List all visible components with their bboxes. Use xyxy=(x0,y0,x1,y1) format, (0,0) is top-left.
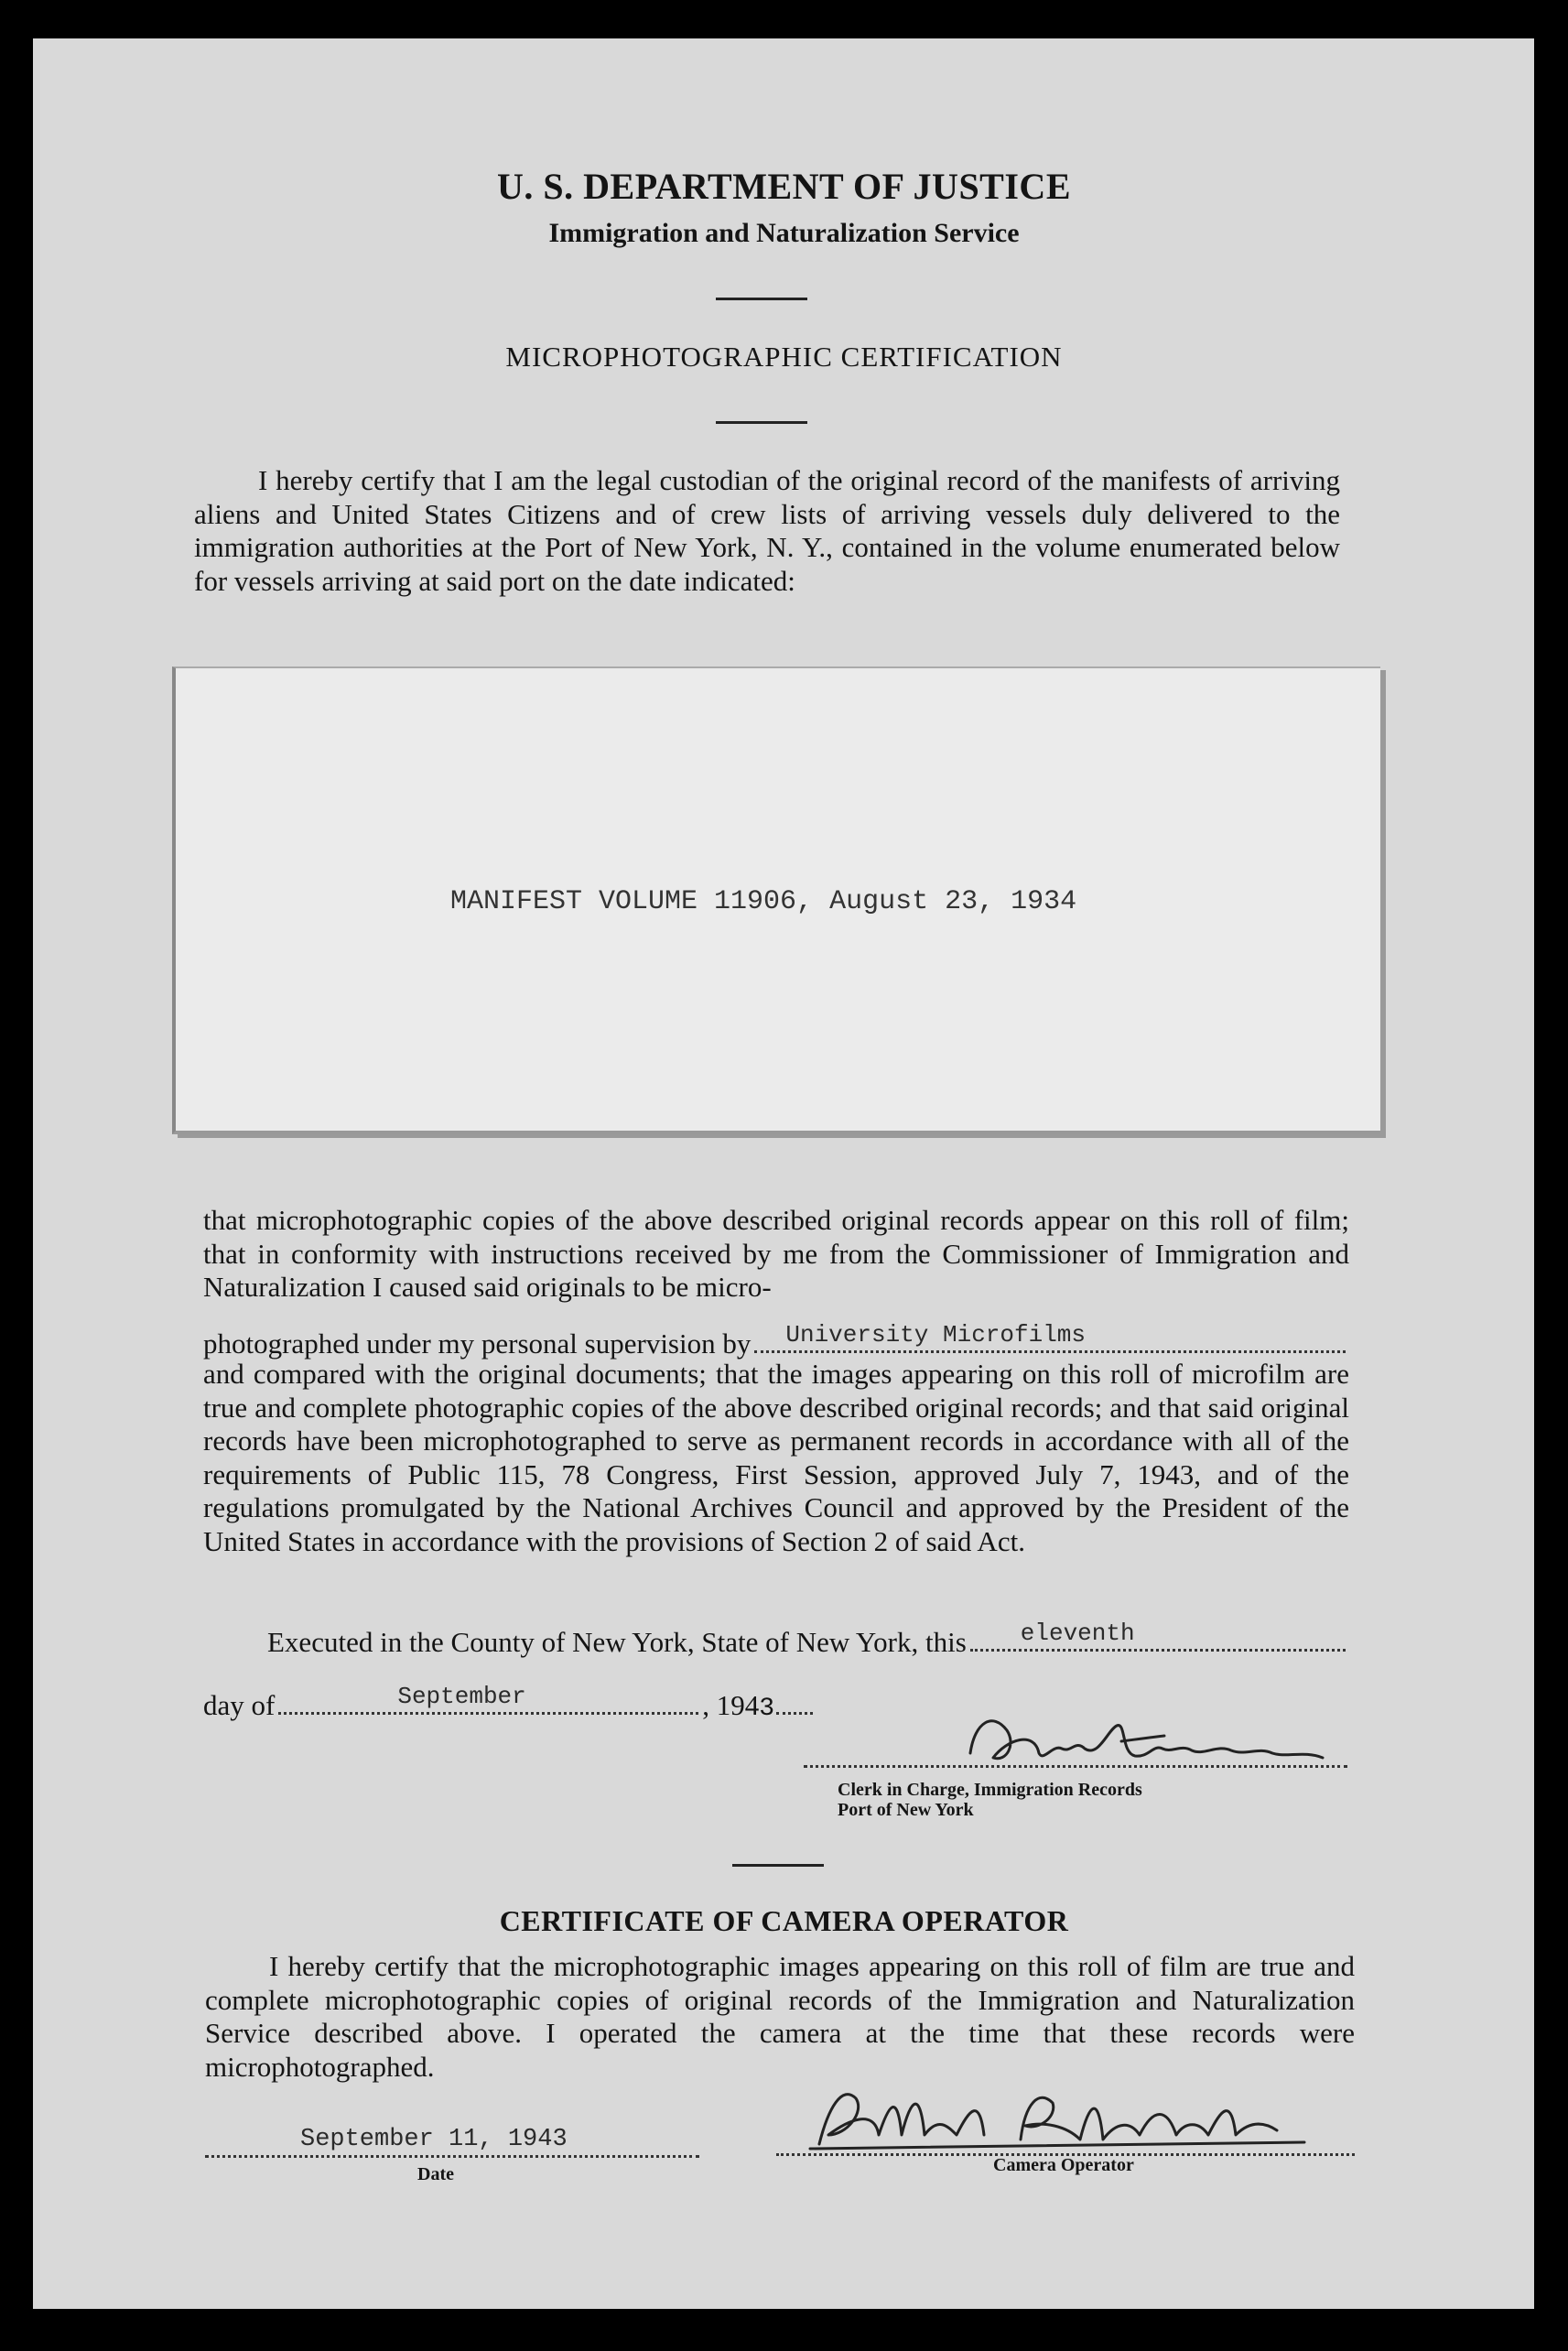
year-prefix: , 194 xyxy=(702,1689,760,1721)
supervision-prefix: photographed under my personal supervision by xyxy=(203,1327,752,1360)
body-paragraph-part2: and compared with the original documents; that the images appearing on this roll of microfilm are true and complete photographic copies of the above described original records; and that said original records have been microphotographed to serve as permanent records in accordance with all of the requirements of Public 115, 78 Congress, First Session, approved July 7, 1943, and of the regulations promulgated by the National Archives Council and approved by the President of the United States in accordance with the provisions of Section 2 of said Act. xyxy=(203,1358,1349,1557)
execution-day-field xyxy=(970,1620,1346,1652)
day-of-label: day of xyxy=(203,1689,276,1721)
execution-day: eleventh xyxy=(1020,1620,1135,1647)
execution-date-line xyxy=(203,1683,816,1723)
intro-paragraph: I hereby certify that I am the legal custodian of the original record of the manifests of arriving aliens and United States Citizens and of crew lists of arriving vessels duly delivered to the immigration authorities at the Port of New York, N. Y., contained in the volume enumerated below for vessels arriving at said port on the date indicated: xyxy=(194,464,1340,597)
clerk-signature xyxy=(952,1703,1355,1776)
year-digit: 3 xyxy=(759,1695,774,1723)
supervision-line xyxy=(203,1321,1349,1360)
date-label: Date xyxy=(417,2164,454,2184)
year-dots xyxy=(776,1692,813,1715)
certification-title: MICROPHOTOGRAPHIC CERTIFICATION xyxy=(505,341,1063,373)
service-subheading: Immigration and Naturalization Service xyxy=(548,218,1020,248)
execution-month: September xyxy=(397,1683,526,1710)
camera-date: September 11, 1943 xyxy=(300,2126,568,2153)
manifest-volume-text: MANIFEST VOLUME 11906, August 23, 1934 xyxy=(450,886,1077,917)
execution-month-field xyxy=(278,1683,698,1715)
camera-operator-heading: CERTIFICATE OF CAMERA OPERATOR xyxy=(499,1904,1069,1937)
divider-rule-2 xyxy=(716,421,807,424)
department-heading: U. S. DEPARTMENT OF JUSTICE xyxy=(497,166,1071,207)
divider-rule-1 xyxy=(716,298,807,300)
execution-prefix: Executed in the County of New York, State of New York, this xyxy=(267,1626,967,1658)
clerk-port: Port of New York xyxy=(838,1800,974,1820)
body-paragraph-part1: that microphotographic copies of the above described original records appear on this roll of film; that in conformity with instructions received by me from the Commissioner of Immigration and Naturalization I caused said originals to be micro- xyxy=(203,1204,1349,1304)
execution-line xyxy=(267,1620,1349,1659)
camera-operator-label: Camera Operator xyxy=(993,2155,1134,2175)
camera-operator-paragraph: I hereby certify that the microphotographic images appearing on this roll of film are true and complete microphotographic copies of original records of the Immigration and Naturalization Service described above. I operated the camera at the time that these records were microphotographed. xyxy=(205,1950,1355,2083)
clerk-title: Clerk in Charge, Immigration Records xyxy=(838,1780,1142,1800)
divider-rule-3 xyxy=(732,1864,824,1867)
manifest-slip xyxy=(172,666,1380,1134)
camera-operator-signature xyxy=(792,2071,1323,2162)
supervisor-name: University Microfilms xyxy=(785,1321,1087,1349)
camera-date-field xyxy=(205,2124,699,2158)
supervisor-field xyxy=(754,1321,1346,1353)
